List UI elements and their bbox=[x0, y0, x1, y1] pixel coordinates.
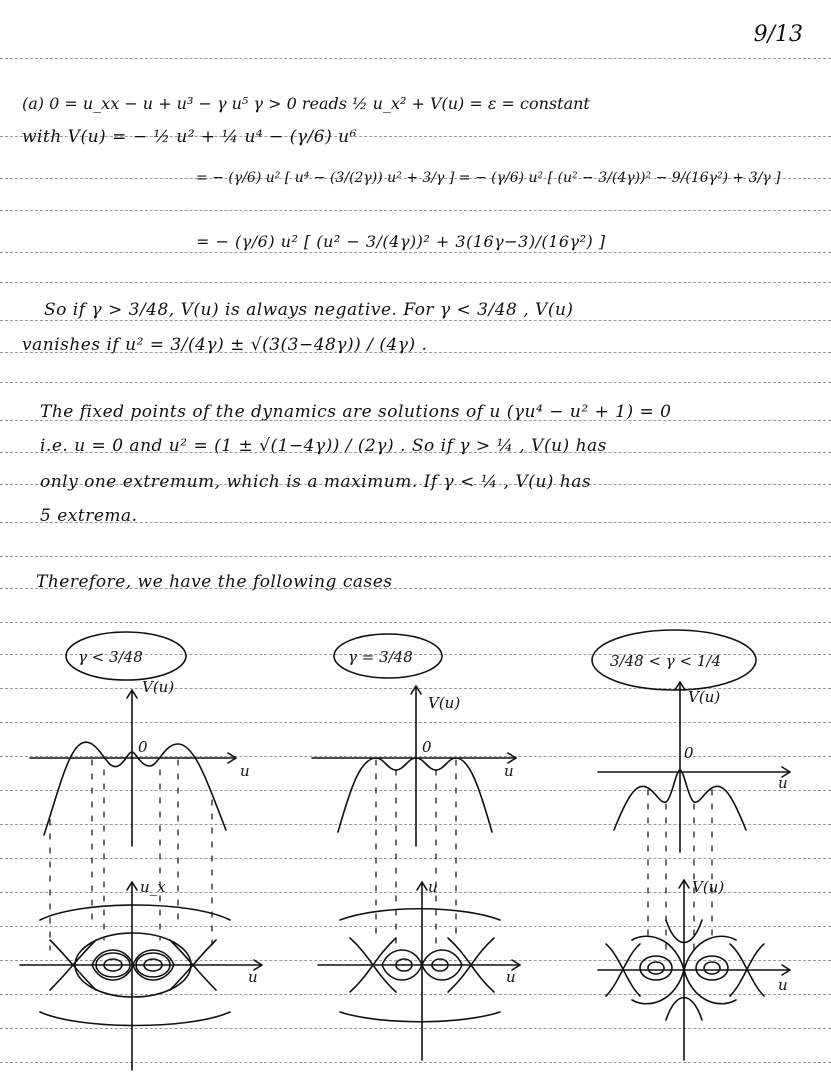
text-line: 5 extrema. bbox=[40, 506, 138, 526]
case-3-center-orbit bbox=[696, 956, 728, 980]
case-2-condition: γ = 3/48 bbox=[348, 648, 413, 666]
sketch-layer bbox=[0, 620, 831, 1077]
equation-line: with V(u) = − ½ u² + ¼ u⁴ − (γ/6) u⁶ bbox=[22, 127, 357, 147]
case-3-x-label: u bbox=[778, 774, 788, 792]
text-line: The fixed points of the dynamics are solutions of u (γu⁴ − u² + 1) = 0 bbox=[40, 402, 672, 422]
case-3-center-orbit bbox=[704, 962, 720, 974]
ruled-line bbox=[0, 382, 831, 383]
case-1-outer-trajectory bbox=[40, 1012, 230, 1026]
equation-line: = − (γ/6) u² [ (u² − 3/(4γ))² + 3(16γ−3)/(16γ²) ] bbox=[196, 232, 606, 251]
case-2-potential-curve bbox=[338, 758, 492, 832]
case-1-phase-y-label: u_x bbox=[140, 878, 166, 896]
page-number: 9/13 bbox=[753, 22, 803, 47]
case-3-center-orbit bbox=[640, 956, 672, 980]
case-1-condition: γ < 3/48 bbox=[78, 648, 143, 666]
ruled-line bbox=[0, 252, 831, 253]
text-line: only one extremum, which is a maximum. If γ < ¼ , V(u) has bbox=[40, 472, 592, 492]
case-1-potential-curve bbox=[44, 742, 226, 835]
equation-line: (a) 0 = u_xx − u + u³ − γ u⁵ γ > 0 reads ½ u_x² + V(u) = ε = constant bbox=[22, 94, 590, 113]
case-1-potential-label: V(u) bbox=[142, 678, 175, 696]
case-2-outer-trajectory bbox=[340, 909, 500, 920]
ruled-line bbox=[0, 210, 831, 211]
case-2-potential-label: V(u) bbox=[428, 694, 461, 712]
text-line: vanishes if u² = 3/(4γ) ± √(3(3−48γ)) / (4γ) . bbox=[22, 335, 428, 355]
case-1-outer-trajectory bbox=[40, 905, 230, 920]
case-3-potential-label: V(u) bbox=[688, 688, 721, 706]
case-1-zero-label: 0 bbox=[138, 738, 148, 756]
text-line: i.e. u = 0 and u² = (1 ± √(1−4γ)) / (2γ) . So if γ > ¼ , V(u) has bbox=[40, 436, 607, 456]
case-3-zero-label: 0 bbox=[684, 744, 694, 762]
case-3-condition: 3/48 < γ < 1/4 bbox=[610, 652, 721, 670]
case-2-phase-y-label: u bbox=[428, 878, 438, 896]
case-2-x-label: u bbox=[504, 762, 514, 780]
case-1-phase-x-label: u bbox=[248, 968, 258, 986]
text-line: So if γ > 3/48, V(u) is always negative. For γ < 3/48 , V(u) bbox=[44, 300, 574, 320]
ruled-line bbox=[0, 556, 831, 557]
case-2-zero-label: 0 bbox=[422, 738, 432, 756]
text-line: Therefore, we have the following cases bbox=[36, 572, 393, 592]
equation-line: = − (γ/6) u² [ u⁴ − (3/(2γ)) u² + 3/γ ] = − (γ/6) u² [ (u² − 3/(4γ))² − 9/(16γ²) + 3/γ ] bbox=[196, 170, 781, 186]
case-1-x-label: u bbox=[240, 762, 250, 780]
ruled-line bbox=[0, 58, 831, 59]
case-3-phase-y-label: V(u) bbox=[692, 878, 725, 896]
case-3-phase-x-label: u bbox=[778, 976, 788, 994]
ruled-line bbox=[0, 320, 831, 321]
case-2-outer-trajectory bbox=[340, 1012, 500, 1022]
case-3-center-orbit bbox=[648, 962, 664, 974]
ruled-line bbox=[0, 282, 831, 283]
case-2-phase-x-label: u bbox=[506, 968, 516, 986]
